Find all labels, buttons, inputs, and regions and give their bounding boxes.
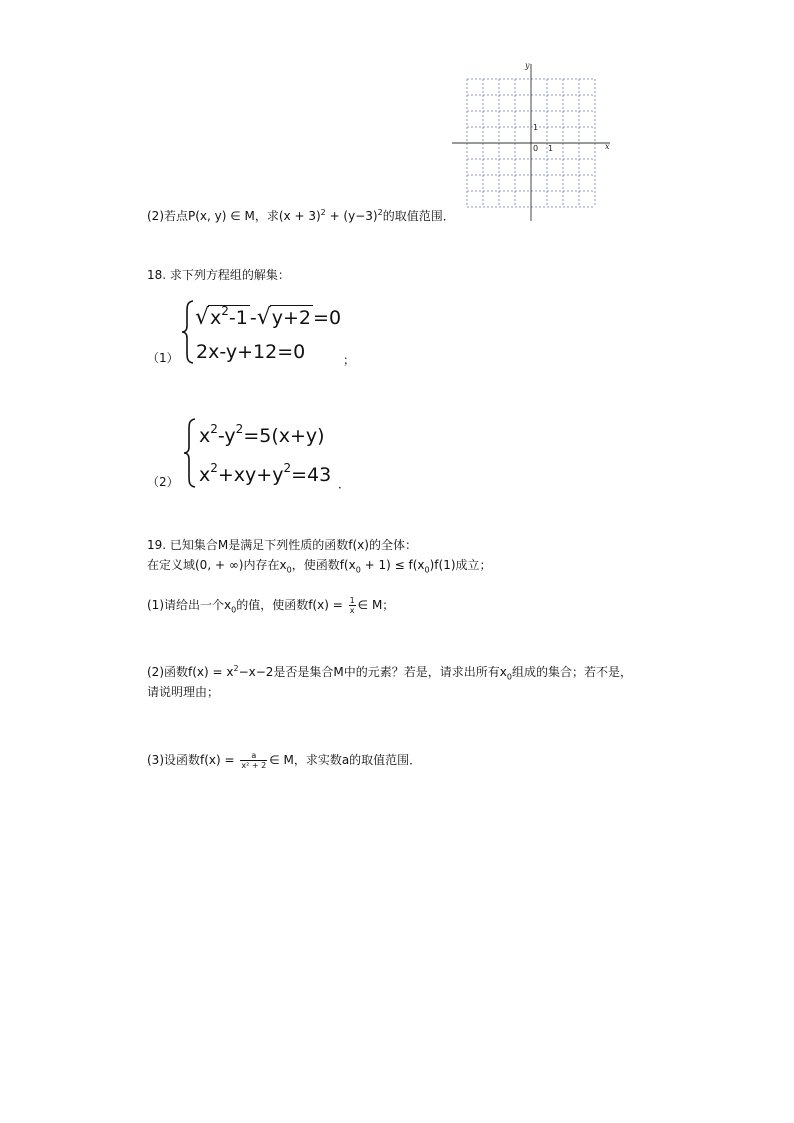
left-brace-icon	[183, 418, 197, 488]
q18-title: 18. 求下列方程组的解集：	[147, 268, 290, 282]
q18-sys2-end: ．	[338, 477, 351, 491]
sqrt-radicand-2: y+2	[271, 307, 312, 329]
origin-label: 0	[533, 144, 539, 153]
fraction: $\frac{a}{\text{x² + 2}}$	[241, 751, 267, 770]
q18-sys1-end: ；	[343, 353, 356, 367]
q19-condition: 在定义域(0, + ∞)内存在$x_0$，使函数$f(x_0 + 1) \le f(x_0)f(1)$成立；	[147, 558, 492, 575]
q19-part2-line2: 请说明理由；	[147, 685, 220, 699]
q17-part2-label: (2)	[147, 209, 164, 223]
y-axis-label: y	[525, 61, 530, 70]
q19-part1: (1)请给出一个$x_0$的值，使函数f(x) = $\frac{1}{x}$ ∈ M；	[147, 596, 395, 615]
sqrt-icon: √	[195, 305, 210, 330]
q17-part2-text-c: 的取值范围．	[382, 209, 455, 223]
q18-sys1-eq1-end: =0	[313, 307, 342, 329]
x-axis-label: x	[605, 142, 610, 151]
q18-sys2-eq2: $x^2+xy+y^2=43$	[199, 461, 332, 486]
x-one-label: 1	[548, 144, 554, 153]
q18-sys1-eq2: 2x-y+12=0	[196, 341, 306, 363]
q17-part2	[147, 208, 455, 224]
q17-exp1: 2	[320, 208, 326, 217]
q18-sys2-eq1: $x^2-y^2=5(x+y)$	[199, 422, 325, 447]
fraction: $\frac{1}{x}$	[349, 596, 355, 615]
q18-sys1-eq1-mid: -	[249, 307, 257, 329]
q18-sys1-label: （1）	[147, 351, 179, 365]
q19-part3: (3)设函数f(x) = $\frac{a}{\text{x² + 2}}$ ∈ M，求实数a的取值范围．	[147, 751, 422, 770]
sqrt-icon: √	[256, 305, 271, 330]
coordinate-grid	[450, 58, 620, 224]
q18-sys1-eq1	[195, 305, 341, 332]
left-brace-icon	[181, 300, 195, 364]
q18-sys2-label: （2）	[147, 475, 179, 489]
y-one-label: 1	[533, 123, 539, 132]
q19-part2: (2)函数$f(x) = x^2-x-2$是否是集合M中的元素？若是，请求出所有$x_0$组成的集合；若不是，	[147, 664, 632, 682]
q17-part2-text-a: 若点P(x, y) ∈ M，求(x + 3)	[164, 209, 321, 223]
q17-exp2: 2	[377, 208, 383, 217]
sqrt-radicand-1: $x^2-1$	[208, 305, 250, 332]
q19-title: 19. 已知集合M是满足下列性质的函数f(x)的全体：	[147, 538, 417, 552]
q17-part2-text-b: + (y−3)	[325, 209, 378, 223]
